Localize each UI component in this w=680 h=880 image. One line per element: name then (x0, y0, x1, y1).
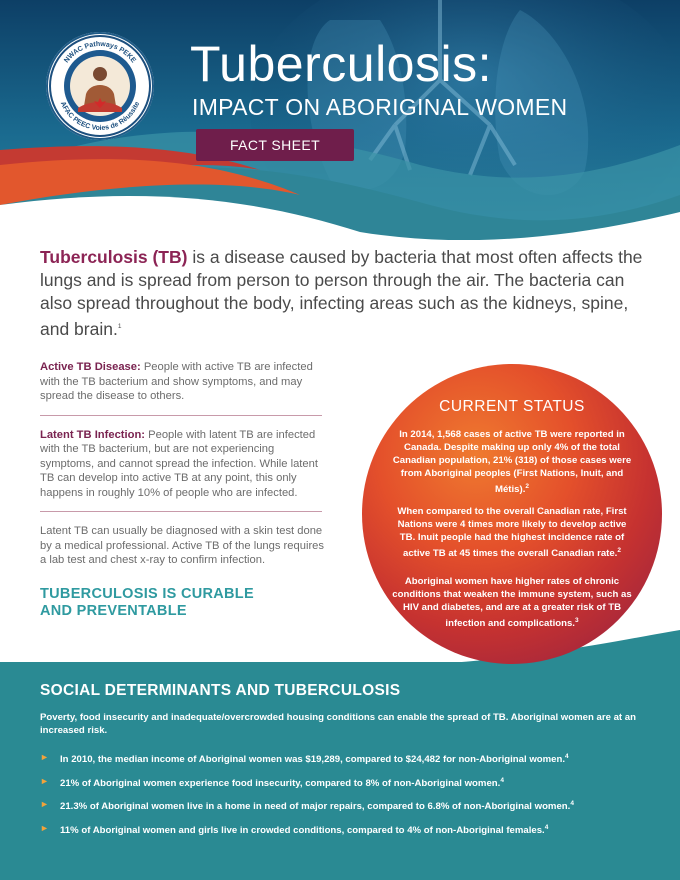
divider (40, 511, 322, 512)
bullet-arrow-icon: ► (40, 799, 49, 809)
status-paragraph-1-text: In 2014, 1,568 cases of active TB were reported in Canada. Despite making up only 4% of the total Canadian population, 21% (318) of those cases were from Aboriginal peoples (First Nations, Inuit, and Métis). (392, 429, 632, 496)
list-item-note: 4 (544, 823, 549, 831)
list-item (40, 821, 660, 845)
list-item-note: 4 (570, 800, 574, 807)
list-item-note: 4 (500, 776, 504, 784)
curable-line-2: AND PREVENTABLE (40, 602, 187, 619)
curable-line-1: TUBERCULOSIS IS CURABLE (40, 585, 254, 602)
latent-tb-paragraph (40, 428, 330, 501)
intro-paragraph (40, 246, 650, 341)
logo-lettering (46, 32, 154, 140)
fact-sheet-badge: FACT SHEET (196, 129, 354, 161)
list-item-note: 4 (565, 753, 569, 760)
bullet-arrow-icon: ► (40, 822, 49, 833)
social-determinants-list (40, 750, 660, 844)
page-subtitle: IMPACT ON ABORIGINAL WOMEN (192, 94, 568, 120)
logo (46, 32, 154, 140)
social-determinants-title: SOCIAL DETERMINANTS AND TUBERCULOSIS (40, 682, 401, 699)
intro-text: is a disease caused by bacteria that most often affects the lungs and is spread from person to person through the air. The bacteria can also spread throughout the body, infecting areas such as the kidneys, spine, and brain. (40, 247, 643, 339)
header-banner (0, 0, 680, 240)
page-title: Tuberculosis: (190, 36, 492, 92)
status-paragraph-3-note: 3 (574, 617, 579, 624)
active-tb-text: People with active TB are infected with the TB bacterium and show symptoms, and may spread the disease to others. (40, 361, 313, 402)
status-paragraph-3 (392, 575, 632, 630)
list-item-text: 11% of Aboriginal women and girls live in crowded conditions, compared to 4% of non-Aboriginal females. (60, 824, 545, 836)
active-tb-paragraph (40, 360, 330, 404)
status-paragraph-1-note: 2 (525, 483, 529, 490)
social-determinants-intro: Poverty, food insecurity and inadequate/overcrowded housing conditions can enable the spread of TB. Aboriginal women are at an increased risk. (40, 712, 636, 736)
list-item (40, 797, 660, 821)
status-paragraph-2-text: When compared to the overall Canadian rate, First Nations were 4 times more likely to develop active TB. Inuit people had the highest incidence rate of active TB at 45 times the overall Canadian rate. (397, 506, 627, 560)
intro-term: Tuberculosis (TB) (40, 247, 188, 267)
list-item (40, 750, 660, 774)
divider (40, 415, 322, 416)
current-status-circle (362, 364, 662, 664)
list-item-text: 21% of Aboriginal women experience food insecurity, compared to 8% of non-Aboriginal women. (60, 777, 501, 789)
list-item-text: 21.3% of Aboriginal women live in a home in need of major repairs, compared to 6.8% of non-Aboriginal women. (60, 801, 571, 813)
logo-text-bottom: AFAC PEEC Voies de Réussite (58, 100, 142, 133)
list-item (40, 774, 660, 798)
status-paragraph-2 (392, 505, 632, 560)
bullet-arrow-icon: ► (40, 752, 49, 762)
status-paragraph-3-text: Aboriginal women have higher rates of chronic conditions that weaken the immune system, such as HIV and diabetes, and are at a greater risk of TB infection and complications. (392, 576, 632, 630)
diagnosis-paragraph: Latent TB can usually be diagnosed with a skin test done by a medical professional. Active TB of the lungs requires a lab test and chest x-ray to confirm infection. (40, 525, 324, 566)
intro-footnote: 1 (117, 323, 122, 330)
active-tb-lead: Active TB Disease: (40, 361, 141, 373)
logo-text-top: NWAC Pathways PEKE (63, 40, 137, 65)
list-item-text: In 2010, the median income of Aboriginal women was $19,289, compared to $24,482 for non-Aboriginal women. (60, 754, 566, 766)
bullet-arrow-icon: ► (40, 775, 49, 786)
status-title: CURRENT STATUS (439, 398, 585, 415)
latent-tb-lead: Latent TB Infection: (40, 428, 146, 441)
status-paragraph-1 (392, 428, 632, 496)
status-paragraph-2-note: 2 (617, 547, 621, 554)
left-column (40, 360, 330, 620)
latent-tb-text: People with latent TB are infected with the TB bacterium, but are not experiencing symptoms, and cannot spread the infection. While latent TB can develop into active TB at any point, this only happens in roughly 10% of people who are infected. (40, 428, 318, 499)
